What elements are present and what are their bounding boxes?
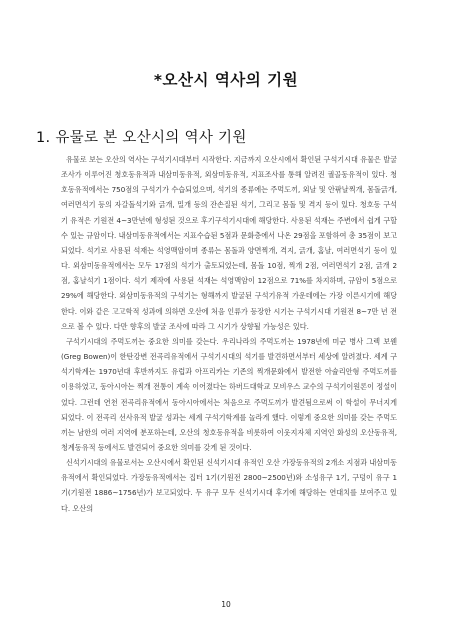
page-title: *오산시 역사의 기원 [153, 71, 299, 89]
paragraph-hand-axe: 구석기시대의 주먹도끼는 중요한 의미를 갖는다. 우리나라의 주먹도끼는 1978년에 미군 병사 그렉 보웬(Greg Bowen)이 한탄강변 전곡리유적에서 구석기시대의 석기를 발견하면서부터 세상에 알려졌다. 세계 구석기학계는 1970년대 후반까지도 유럽과 아프리카는 기존의 찍개문화에서 발전한 아슐리안형 주먹도끼를 이용하였고, 동아시아는 찍개 전통이 계속 이어졌다는 하버드대학교 모비우스 교수의 구석기이원론이 정설이었다. 그런데 연천 전곡리유적에서 동아시아에서는 처음으로 주먹도끼가 발견됨으로써 이 학설이 무너지게 되었다. 이 전곡리 선사유적 발굴 성과는 세계 구석기학계를 놀라게 했다. 이렇게 중요한 의미를 갖는 주먹도끼는 남한의 여러 지역에 분포하는데, 오산의 청호동유적을 비롯하여 이웃지자체 지역인 화성의 오산동유적, 청계동유적 등에서도 발견되어 중요한 의미를 갖게 된 것이다. [61, 336, 397, 452]
page-number: 10 [221, 600, 231, 609]
paragraph-neolithic: 신석기시대의 유물로서는 오산시에서 확인된 신석기시대 유적인 오산 가장동유적의 2개소 지점과 내삼미동유적에서 확인되었다. 가장동유적에서는 집터 1기(기원전 2800~2500년)와 소성유구 1기, 구덩이 유구 1기(기원전 1886~1756년)가 보고되었다. 두 유구 모두 신석기시대 후기에 해당하는 연대치를 보여주고 있다. 오산의 [61, 458, 397, 513]
paragraph-paleolithic: 유물로 보는 오산의 역사는 구석기시대부터 시작한다. 지금까지 오산시에서 확인된 구석기시대 유물은 발굴조사가 이루어진 청호동유적과 내삼미동유적, 외삼미동유적, 지표조사를 통해 알려진 궐골동유적이 있다. 청호동유적에서는 750점의 구석기가 수습되었으며, 석기의 종류에는 주먹도끼, 외날 및 안팎날찍개, 몸돌긁개, 여러면석기 등의 자갈돌석기와 긁개, 밀개 등의 잔손질된 석기, 그리고 몸돌 및 격지 등이 있다. 청호동 구석기 유적은 기원전 4~3만년에 형성된 것으로 후기구석기시대에 해당한다. 사용된 석재는 주변에서 쉽게 구할 수 있는 규암이다. 내삼미동유적에서는 지표수습된 5점과 문화층에서 나온 29점을 포함하여 총 35점이 보고되었다. 석기로 사용된 석재는 석영맥암이며 종류는 몸돌과 양면찍개, 격지, 긁개, 홈날, 여러면석기 등이 있다. 외삼미동유적에서는 모두 17점의 석기가 출토되었는데, 몸돌 10점, 찍개 2점, 여러면석기 2점, 긁개 2점, 홈날석기 1점이다. 석기 제작에 사용된 석재는 석영맥암이 12점으로 71%를 차지하며, 규암이 5점으로 29%에 해당한다. 외삼미동유적의 구석기는 형해까지 발굴된 구석기유적 가운데에는 가장 이른시기에 해당한다. 이와 같은 고고학적 성과에 의하면 오산에 처음 인류가 등장한 시기는 구석기시대 기원전 8~7만 년 전으로 볼 수 있다. 다만 향후의 발굴 조사에 따라 그 시기가 상향될 가능성은 있다. [61, 155, 397, 331]
section-heading: 1. 유물로 본 오산시의 역사 기원 [36, 130, 247, 146]
body-text [61, 152, 397, 516]
